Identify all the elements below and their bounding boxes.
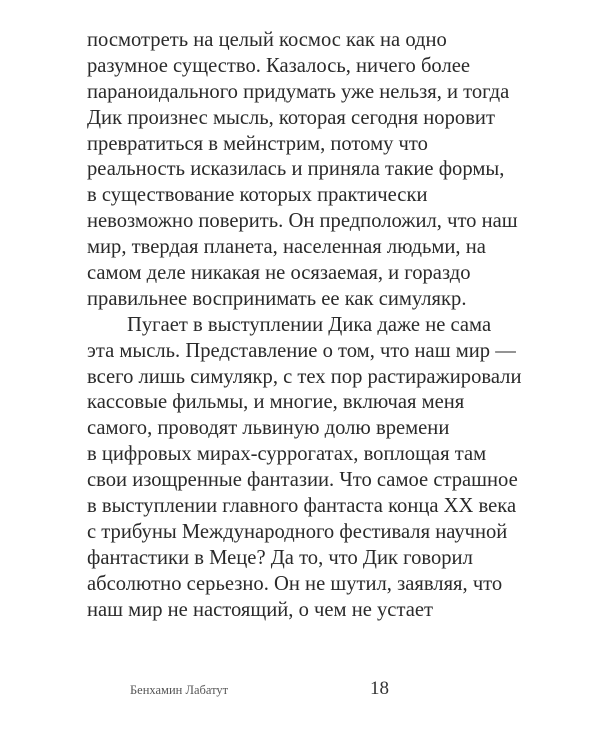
text-line: в существование которых практически (87, 184, 428, 207)
text-line: свои изощренные фантазии. Что самое страшное (87, 469, 518, 492)
text-line: в выступлении главного фантаста конца XX века (87, 495, 517, 518)
text-line: правильнее воспринимать ее как симулякр. (87, 287, 467, 310)
running-footer-author: Бенхамин Лабатут (130, 683, 229, 697)
paragraph-start-line: Пугает в выступлении Дика даже не сама (127, 313, 492, 336)
text-line: эта мысль. Представление о том, что наш мир — (87, 339, 516, 362)
page-number: 18 (370, 678, 389, 699)
text-line: мир, твердая планета, населенная людьми, на (87, 236, 486, 259)
text-line: посмотреть на целый космос как на одно (87, 29, 447, 51)
text-line: в цифровых мирах-суррогатах, воплощая там (87, 443, 487, 466)
text-line: параноидального придумать уже нельзя, и тогда (87, 80, 510, 103)
text-line: всего лишь симулякр, с тех пор растиражировали (87, 365, 522, 388)
text-line: невозможно поверить. Он предположил, что наш (87, 210, 518, 233)
text-line: Дик произнес мысль, которая сегодня норовит (87, 106, 495, 129)
text-line: абсолютно серьезно. Он не шутил, заявляя, что (87, 572, 503, 595)
text-line: кассовые фильмы, и многие, включая меня (87, 391, 465, 414)
text-line: превратиться в мейнстрим, потому что (87, 132, 428, 155)
text-line: с трибуны Международного фестиваля научной (87, 520, 508, 543)
text-line: фантастики в Меце? Да то, что Дик говорил (87, 546, 473, 569)
text-line: реальность исказилась и приняла такие формы, (87, 158, 505, 181)
body-text (87, 28, 537, 623)
text-line: разумное существо. Казалось, ничего более (87, 54, 471, 77)
text-line: самого, проводят львиную долю времени (87, 417, 450, 440)
text-line: наш мир не настоящий, о чем не устает (87, 598, 433, 621)
text-line: самом деле никакая не осязаемая, и гораздо (87, 262, 471, 285)
